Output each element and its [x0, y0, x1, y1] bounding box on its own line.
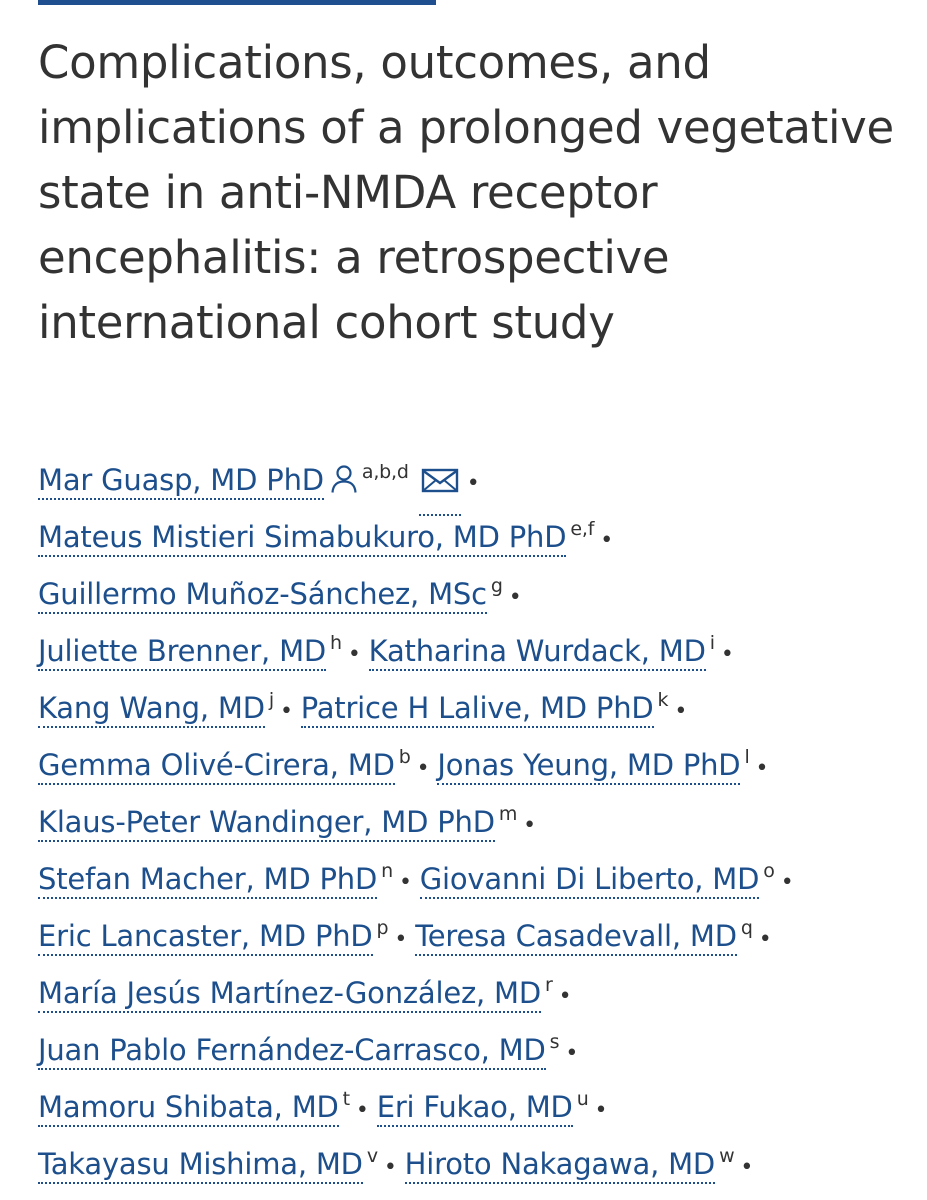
affiliation-marker: b [398, 746, 411, 768]
separator: • [466, 471, 480, 496]
affiliation-marker: h [330, 632, 342, 654]
author-item [301, 691, 695, 725]
author-name-link[interactable]: Klaus-Peter Wandinger, MD PhD [38, 805, 495, 842]
separator: • [279, 699, 293, 724]
author-item [38, 862, 420, 896]
author-line [38, 957, 918, 1014]
affiliation-marker: p [376, 917, 389, 939]
author-line [38, 1071, 918, 1128]
separator: • [394, 927, 408, 952]
affiliation-marker: w [719, 1145, 735, 1167]
separator: • [740, 1155, 754, 1180]
separator: • [674, 699, 688, 724]
affiliation-marker: n [381, 860, 393, 882]
separator: • [508, 585, 522, 610]
separator: • [594, 1098, 608, 1123]
affiliation-marker: v [366, 1145, 378, 1167]
separator: • [600, 528, 613, 553]
author-name-link[interactable]: Giovanni Di Liberto, MD [420, 862, 760, 899]
author-item [38, 976, 579, 1010]
separator: • [558, 984, 572, 1009]
affiliation-marker: s [549, 1031, 560, 1053]
affiliation-marker: q [740, 917, 753, 939]
author-name-link[interactable]: María Jesús Martínez-González, MD [38, 976, 541, 1013]
author-name-link[interactable]: Kang Wang, MD [38, 691, 265, 728]
separator: • [758, 927, 772, 952]
author-name-link[interactable]: Katharina Wurdack, MD [369, 634, 706, 671]
author-item [38, 805, 544, 839]
affiliation-marker: m [498, 803, 518, 825]
affiliation-marker: j [268, 689, 274, 711]
author-item [377, 1090, 616, 1124]
author-line [38, 1128, 918, 1185]
author-item [38, 1033, 586, 1067]
separator: • [383, 1155, 397, 1180]
affiliation-marker: e,f [570, 518, 595, 540]
separator: • [416, 756, 430, 781]
affiliation-marker: g [490, 575, 503, 597]
author-name-link[interactable]: Mateus Mistieri Simabukuro, MD PhD [38, 520, 566, 557]
affiliation-marker: t [342, 1088, 350, 1110]
author-item [405, 1147, 762, 1181]
author-name-link[interactable]: Patrice H Lalive, MD PhD [301, 691, 654, 728]
author-line [38, 786, 918, 843]
author-item [437, 748, 776, 782]
author-line [38, 900, 918, 957]
author-name-link[interactable]: Stefan Macher, MD PhD [38, 862, 377, 899]
author-item [369, 634, 742, 668]
separator: • [347, 642, 361, 667]
author-item [38, 463, 488, 497]
affiliation-marker: r [544, 974, 553, 996]
author-name-link[interactable]: Gemma Olivé-Cirera, MD [38, 748, 395, 785]
author-name-link[interactable]: Takayasu Mishima, MD [38, 1147, 363, 1184]
separator: • [523, 813, 536, 838]
separator: • [355, 1098, 369, 1123]
author-line [38, 672, 918, 729]
author-name-link[interactable]: Juliette Brenner, MD [38, 634, 326, 671]
author-name-link[interactable]: Hiroto Nakagawa, MD [405, 1147, 715, 1184]
author-item [38, 919, 415, 953]
author-name-link[interactable]: Mamoru Shibata, MD [38, 1090, 339, 1127]
affiliation-marker: l [744, 746, 750, 768]
author-item [38, 1147, 405, 1181]
author-line [38, 501, 918, 558]
author-item [38, 691, 301, 725]
author-line [38, 444, 918, 501]
author-item [38, 634, 369, 668]
author-name-link[interactable]: Eri Fukao, MD [377, 1090, 573, 1127]
author-line [38, 843, 918, 900]
author-line [38, 558, 918, 615]
author-name-link[interactable]: Eric Lancaster, MD PhD [38, 919, 373, 956]
author-list [38, 444, 918, 1185]
separator: • [398, 870, 412, 895]
author-name-link[interactable]: Jonas Yeung, MD PhD [437, 748, 740, 785]
author-name-link[interactable]: Juan Pablo Fernández-Carrasco, MD [38, 1033, 546, 1070]
article-title: Complications, outcomes, and implications of a prolonged vegetative state in anti-NMDA receptor encephalitis: a retrospective international cohort study [38, 36, 894, 349]
author-line [38, 1014, 918, 1071]
affiliation-marker: u [576, 1088, 589, 1110]
author-line [38, 729, 918, 786]
author-name-link[interactable]: Teresa Casadevall, MD [415, 919, 737, 956]
separator: • [780, 870, 794, 895]
author-line [38, 615, 918, 672]
affiliation-marker: i [709, 632, 715, 654]
author-item [38, 1090, 377, 1124]
separator: • [720, 642, 734, 667]
separator: • [565, 1041, 579, 1066]
affiliation-marker: k [657, 689, 669, 711]
author-item [38, 577, 530, 611]
accent-bar [38, 0, 436, 5]
affiliation-marker: a,b,d [361, 461, 409, 483]
author-name-link[interactable]: Guillermo Muñoz-Sánchez, MSc [38, 577, 487, 614]
author-item [415, 919, 779, 953]
affiliation-marker: o [763, 860, 775, 882]
author-item [38, 748, 437, 782]
author-name-link[interactable]: Mar Guasp, MD PhD [38, 463, 324, 500]
separator: • [755, 756, 769, 781]
author-item [38, 520, 621, 554]
author-item [420, 862, 802, 896]
